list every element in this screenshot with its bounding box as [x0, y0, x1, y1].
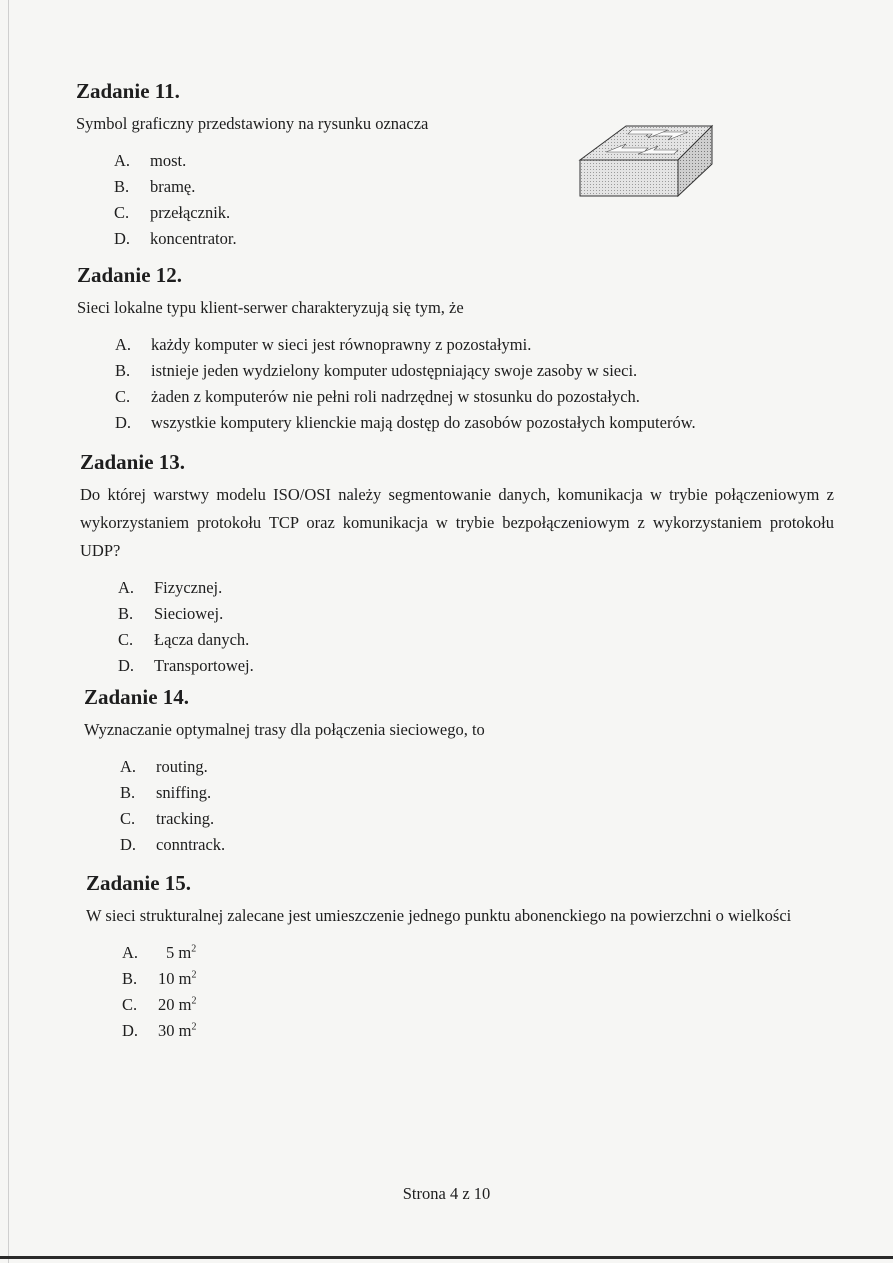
task-question: Do której warstwy modelu ISO/OSI należy segmentowanie danych, komunikacja w trybie połączeniowym z wykorzystaniem protokołu TCP oraz komunikacja w trybie bezpołączeniowym z wykorzystaniem protokołu UDP? [80, 485, 834, 560]
network-switch-icon [578, 124, 718, 200]
option-d: D. wszystkie komputery klienckie mają dostęp do zasobów pozostałych komputerów. [115, 413, 696, 432]
option-c: C. przełącznik. [114, 203, 231, 222]
option-c: C. Łącza danych. [118, 630, 250, 649]
task-12 [77, 262, 797, 436]
option-c: C. 20 $m^2$ [122, 995, 197, 1014]
option-d: D. koncentrator. [114, 229, 237, 248]
page-number: Strona 4 z 10 [402, 1184, 491, 1203]
task-title: Zadanie 14. [84, 685, 190, 709]
option-c: C. żaden z komputerów nie pełni roli nadrzędnej w stosunku do pozostałych. [115, 387, 640, 406]
option-a: A. most. [114, 151, 187, 170]
options-list [120, 754, 804, 858]
scan-bottom-line [0, 1256, 893, 1259]
task-question: Sieci lokalne typu klient-serwer charakteryzują się tym, że [77, 298, 464, 317]
option-a: A. routing. [120, 757, 208, 776]
task-title: Zadanie 11. [76, 79, 180, 103]
option-c: C. tracking. [120, 809, 215, 828]
task-question: Symbol graficzny przedstawiony na rysunku oznacza [76, 114, 429, 133]
options-list [118, 575, 834, 679]
task-13 [80, 449, 834, 679]
options-list [114, 148, 496, 252]
option-b: B. sniffing. [120, 783, 212, 802]
scan-left-edge [0, 0, 9, 1263]
options-list [115, 332, 797, 436]
option-b: B. 10 $m^2$ [122, 969, 197, 988]
option-b: B. Sieciowej. [118, 604, 224, 623]
option-b: B. istnieje jeden wydzielony komputer udostępniający swoje zasoby w sieci. [115, 361, 638, 380]
task-title: Zadanie 15. [86, 871, 192, 895]
task-11 [76, 78, 496, 252]
option-d: D. conntrack. [120, 835, 226, 854]
task-title: Zadanie 13. [80, 450, 186, 474]
option-a: A. 5 $m^2$ [122, 943, 197, 962]
option-d: D. Transportowej. [118, 656, 254, 675]
task-question: Wyznaczanie optymalnej trasy dla połączenia sieciowego, to [84, 720, 485, 739]
task-title: Zadanie 12. [77, 263, 183, 287]
task-15 [86, 870, 840, 1044]
options-list [122, 940, 840, 1044]
option-b: B. bramę. [114, 177, 196, 196]
option-a: A. każdy komputer w sieci jest równoprawny z pozostałymi. [115, 335, 532, 354]
option-a: A. Fizycznej. [118, 578, 223, 597]
task-14 [84, 684, 804, 858]
task-question: W sieci strukturalnej zalecane jest umieszczenie jednego punktu abonenckiego na powierzchni o wielkości [86, 906, 792, 925]
option-d: D. 30 $m^2$ [122, 1021, 197, 1040]
